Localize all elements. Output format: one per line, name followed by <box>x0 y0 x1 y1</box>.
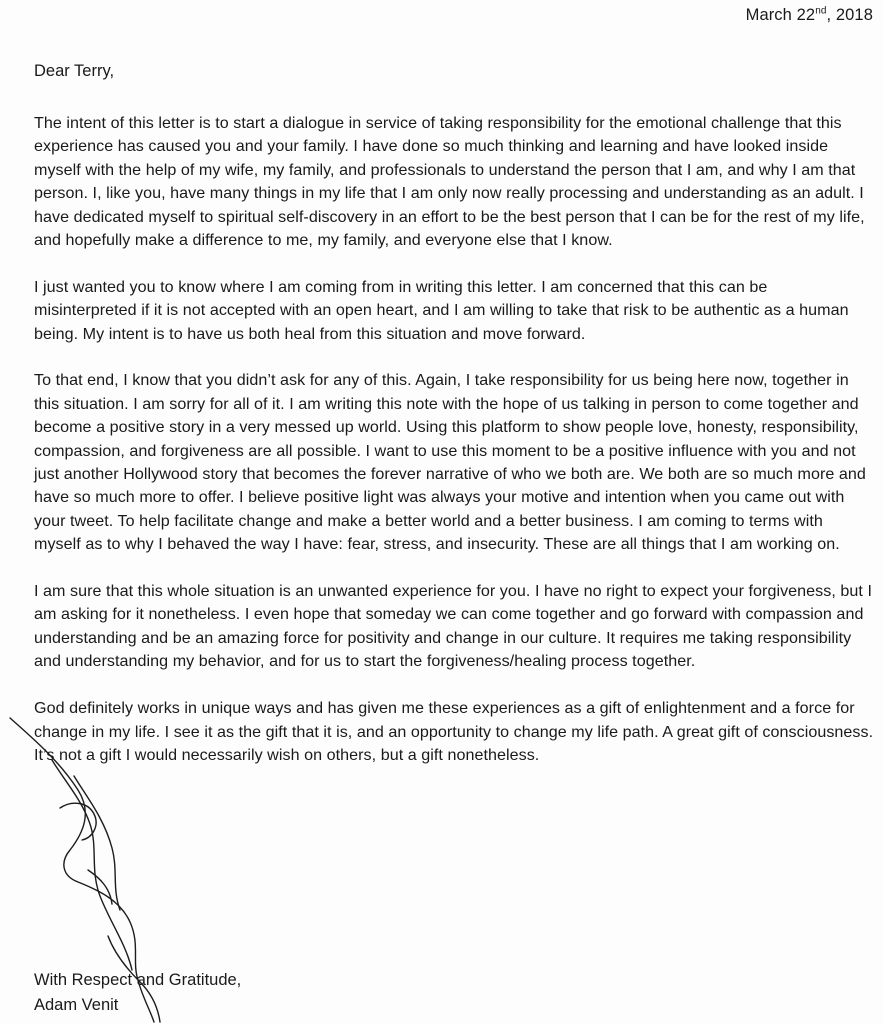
paragraph-3: To that end, I know that you didn’t ask for any of this. Again, I take responsibility for us being here now, together in this situation. I am sorry for all of it. I am writing this note with the hope of us talking in person to come together and become a positive story in a very messed up world. Using this platform to show people love, honesty, responsibility, compassion, and forgiveness are all possible. I want to use this moment to be a positive influence with you and not just another Hollywood story that becomes the forever narrative of who we both are. We both are so much more and have so much more to offer. I believe positive light was always your motive and intention when you came out with your tweet. To help facilitate change and make a better world and a better business. I am coming to terms with myself as to why I behaved the way I have: fear, stress, and insecurity. These are all things that I am working on. <box>34 371 866 554</box>
paragraph-5: God definitely works in unique ways and has given me these experiences as a gift of enlightenment and a force for change in my life. I see it as the gift that it is, and an opportunity to change my life path. A great gift of consciousness. It’s not a gift I would necessarily wish on others, but a gift nonetheless. <box>34 699 874 764</box>
salutation: Dear Terry, <box>34 62 115 80</box>
paragraph-2: I just wanted you to know where I am coming from in writing this letter. I am concerned that this can be misinterpreted if it is not accepted with an open heart, and I am willing to take that risk to be authentic as a human being. My intent is to have us both heal from this situation and move forward. <box>34 277 849 343</box>
date-prefix: March 22 <box>745 6 816 24</box>
letter-body <box>34 112 874 791</box>
closing-line: With Respect and Gratitude, <box>34 971 242 989</box>
date-ordinal: nd <box>815 5 827 17</box>
paragraph-4: I am sure that this whole situation is an unwanted experience for you. I have no right to expect your forgiveness, but I am asking for it nonetheless. I even hope that someday we can come together and go forward with compassion and understanding and be an amazing force for positivity and change in our culture. It requires me taking responsibility and understanding my behavior, and for us to start the forgiveness/healing process together. <box>34 582 872 671</box>
letter-date <box>746 6 873 25</box>
signer-name: Adam Venit <box>34 996 119 1014</box>
paragraph-1: The intent of this letter is to start a dialogue in service of taking responsibility for the emotional challenge that this experience has caused you and your family. I have done so much thinking and learning and have looked inside myself with the help of my wife, my family, and professionals to understand the person that I am, and why I am that person. I, like you, have many things in my life that I am only now really processing and understanding as an adult. I have dedicated myself to spiritual self-discovery in an effort to be the best person that I can be for the rest of my life, and hopefully make a difference to me, my family, and everyone else that I know. <box>34 114 865 250</box>
date-suffix: , 2018 <box>826 6 873 24</box>
closing-block <box>34 968 241 1018</box>
